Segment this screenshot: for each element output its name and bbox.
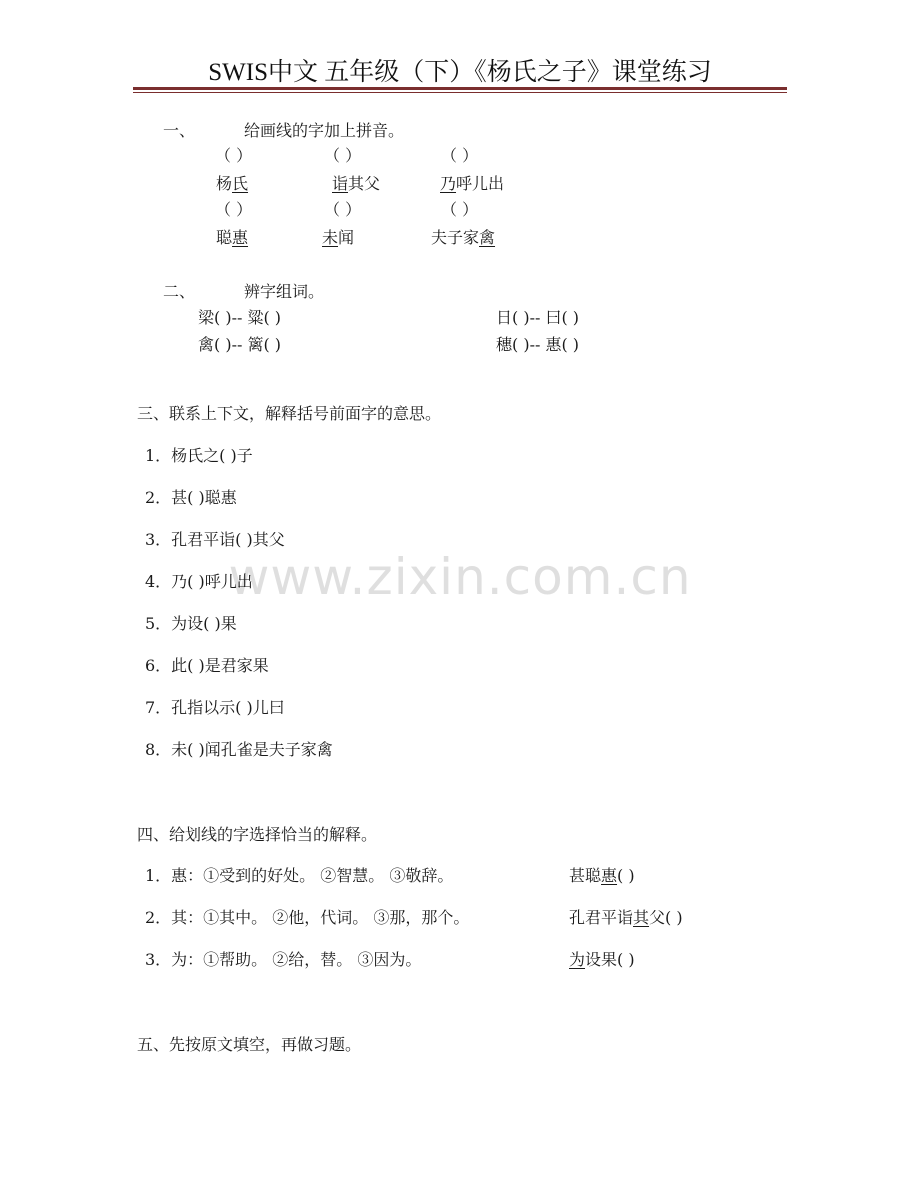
pinyin-blank[interactable]: （ ） [324, 146, 362, 165]
pinyin-blank[interactable]: （ ） [324, 200, 362, 219]
exercise-item: 2．甚( )聪惠 [145, 488, 237, 507]
exercise-item: 7．孔指以示( )儿曰 [145, 698, 285, 717]
exercise-item: 5．为设( )果 [145, 614, 237, 633]
exercise-item: 3．孔君平诣( )其父 [145, 530, 285, 549]
exercise-item: 6．此( )是君家果 [145, 656, 269, 675]
pinyin-blank[interactable]: （ ） [441, 200, 479, 219]
watermark: www.zixin.com.cn [228, 548, 692, 606]
word-pair: 禽( )-- 篱( ) [198, 335, 282, 354]
choice-answer: 孔君平诣其父( ) [569, 908, 683, 927]
word-pair: 穗( )-- 惠( ) [496, 335, 580, 354]
pinyin-blank[interactable]: （ ） [441, 146, 479, 165]
pinyin-word: 未闻 [322, 228, 355, 247]
section2-heading: 辨字组词。 [244, 282, 325, 301]
exercise-item: 8．未( )闻孔雀是夫子家禽 [145, 740, 333, 759]
pinyin-blank[interactable]: （ ） [215, 200, 253, 219]
pinyin-word: 诣其父 [332, 174, 381, 193]
pinyin-word: 杨氏 [216, 174, 249, 193]
section1-number: 一、 [163, 121, 196, 140]
exercise-item: 1．杨氏之( )子 [145, 446, 253, 465]
header-rule-thin [133, 92, 787, 93]
exercise-item: 4．乃( )呼儿出 [145, 572, 253, 591]
choice-options: 2．其：①其中。 ②他，代词。 ③那，那个。 [145, 908, 470, 927]
section4-heading: 四、给划线的字选择恰当的解释。 [137, 825, 378, 844]
word-pair: 梁( )-- 粱( ) [198, 308, 282, 327]
section2-number: 二、 [163, 282, 196, 301]
choice-answer: 甚聪惠( ) [569, 866, 635, 885]
pinyin-word: 乃呼儿出 [440, 174, 505, 193]
section3-heading: 三、联系上下文，解释括号前面字的意思。 [137, 404, 442, 423]
page-title: SWIS中文 五年级（下）《杨氏之子》课堂练习 [208, 59, 712, 86]
section1-heading: 给画线的字加上拼音。 [244, 121, 405, 140]
word-pair: 日( )-- 曰( ) [496, 308, 580, 327]
section5-heading: 五、先按原文填空，再做习题。 [137, 1035, 362, 1054]
choice-answer: 为设果( ) [569, 950, 635, 969]
pinyin-blank[interactable]: （ ） [215, 146, 253, 165]
pinyin-word: 聪惠 [216, 228, 249, 247]
header-rule-thick [133, 87, 787, 90]
pinyin-word: 夫子家禽 [431, 228, 496, 247]
choice-options: 3．为：①帮助。 ②给，替。 ③因为。 [145, 950, 422, 969]
choice-options: 1．惠：①受到的好处。 ②智慧。 ③敬辞。 [145, 866, 454, 885]
